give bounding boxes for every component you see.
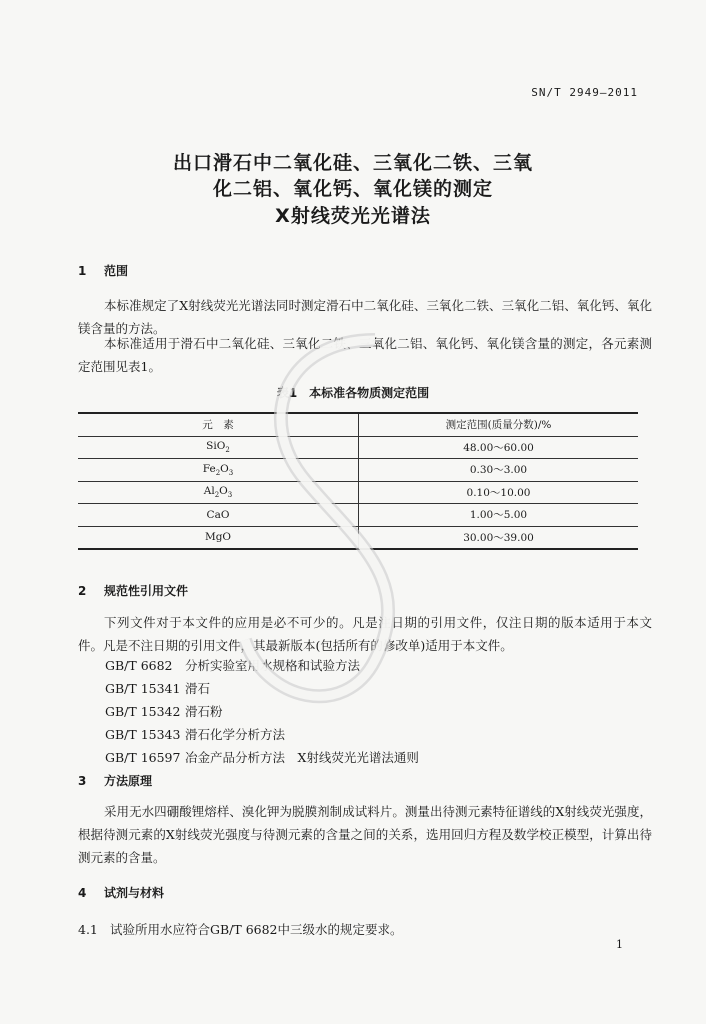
title-line-2: 化二铝、氧化钙、氧化镁的测定 — [212, 178, 493, 200]
clause-text: 试验所用水应符合GB/T 6682中三级水的规定要求。 — [110, 922, 403, 937]
section-number: 4 — [78, 886, 87, 900]
section-title: 试剂与材料 — [104, 886, 165, 900]
document-code: SN/T 2949—2011 — [531, 86, 638, 99]
clause-number: 4.1 — [78, 922, 98, 937]
table-1-title: 表1 本标准各物质测定范围 — [276, 386, 430, 400]
page-number: 1 — [616, 938, 623, 951]
reference-item: GB/T 16597 冶金产品分析方法 X射线荧光光谱法通则 — [105, 750, 419, 765]
range-cell: 30.00～39.00 — [359, 526, 639, 549]
column-header-element: 元 素 — [78, 413, 359, 436]
section-4-heading — [78, 884, 164, 901]
section-2-paragraph: 下列文件对于本文件的应用是必不可少的。凡是注日期的引用文件，仅注日期的版本适用于本文件。凡是不注日期的引用文件，其最新版本(包括所有的修改单)适用于本文件。 — [78, 615, 652, 653]
range-cell: 48.00～60.00 — [359, 436, 639, 459]
watermark-stamp — [225, 300, 445, 720]
section-1-heading — [78, 262, 128, 279]
section-number: 2 — [78, 584, 87, 598]
section-number: 3 — [78, 774, 87, 788]
element-cell: SiO$_2$ — [78, 436, 359, 459]
section-3-heading — [78, 772, 152, 789]
section-title: 范围 — [104, 264, 129, 278]
section-number: 1 — [78, 264, 87, 278]
section-1-paragraph-1: 本标准规定了X射线荧光光谱法同时测定滑石中二氧化硅、三氧化二铁、三氧化二铝、氧化钙、氧化镁含量的方法。 — [78, 298, 652, 336]
section-title: 方法原理 — [104, 774, 153, 788]
clause-4-1 — [78, 920, 403, 938]
title-line-3: X射线荧光光谱法 — [275, 205, 431, 227]
section-2-heading — [78, 582, 188, 599]
reference-item: GB/T 6682 分析实验室用水规格和试验方法 — [105, 658, 361, 673]
title-line-1: 出口滑石中二氧化硅、三氧化二铁、三氧 — [172, 152, 533, 174]
range-cell: 0.30～3.00 — [359, 459, 639, 482]
reference-item: GB/T 15342 滑石粉 — [105, 704, 223, 719]
section-3-paragraph: 采用无水四硼酸锂熔样、溴化钾为脱膜剂制成试料片。测量出待测元素特征谱线的X射线荧光强度，根据待测元素的X射线荧光强度与待测元素的含量之间的关系，选用回归方程及数学校正模型，计算出待测元素的含量。 — [78, 804, 652, 865]
column-header-range: 测定范围(质量分数)/% — [359, 413, 639, 436]
element-cell: $Al_2O_3$ — [78, 481, 359, 504]
section-title: 规范性引用文件 — [104, 584, 189, 598]
reference-item: GB/T 15341 滑石 — [105, 681, 211, 696]
section-1-paragraph-2: 本标准适用于滑石中二氧化硅、三氧化二铁、三氧化二铝、氧化钙、氧化镁含量的测定，各元素测定范围见表1。 — [78, 336, 652, 374]
reference-item: GB/T 15343 滑石化学分析方法 — [105, 727, 286, 742]
range-cell: 0.10～10.00 — [359, 481, 639, 504]
element-cell: CaO — [78, 504, 359, 527]
element-cell: $Fe_2O_3$ — [78, 459, 359, 482]
range-cell: 1.00～5.00 — [359, 504, 639, 527]
element-cell: MgO — [78, 526, 359, 549]
